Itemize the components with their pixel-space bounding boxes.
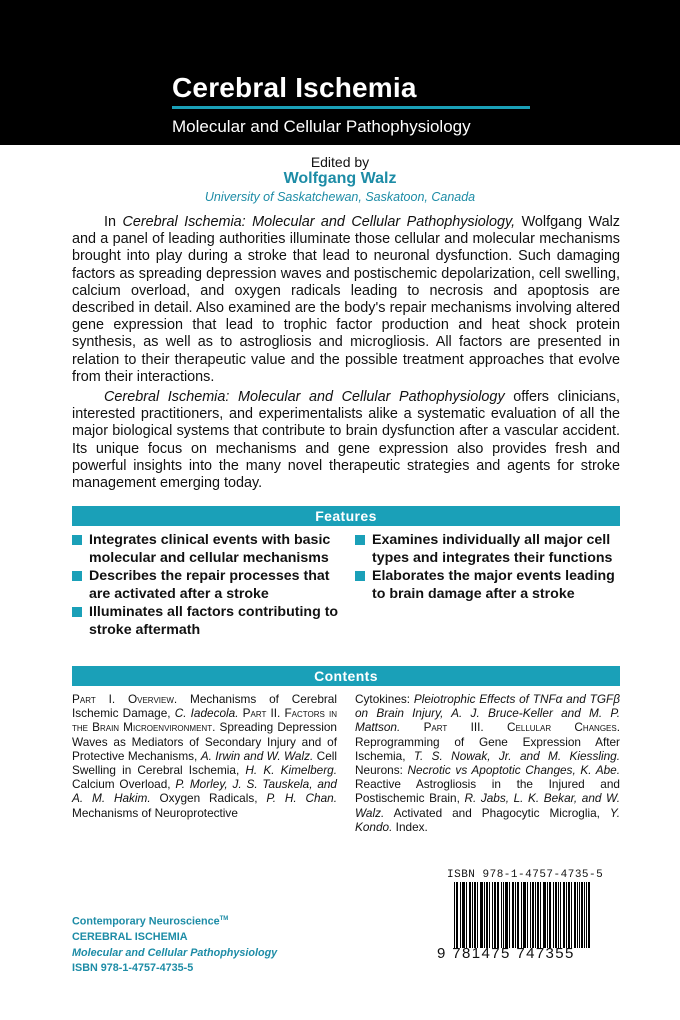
contents-text-run: H. K. Kimelberg. xyxy=(245,763,337,778)
barcode-bar xyxy=(569,882,570,948)
contents-text-run: Reactive Astrogliosis in the Injured and Postischemic Brain, xyxy=(355,777,620,806)
barcode-bar xyxy=(512,882,513,948)
barcode-bar xyxy=(517,882,518,948)
barcode-bar xyxy=(545,882,546,948)
barcode-bar xyxy=(589,882,590,948)
barcode-bar xyxy=(486,882,487,948)
contents-text-run: P. Morley, J. S. Tauskela, and A. M. Hakim. xyxy=(72,777,337,806)
barcode-bar xyxy=(463,882,464,948)
barcode-bar xyxy=(507,882,508,948)
feature-text: Describes the repair processes that are activated after a stroke xyxy=(89,568,330,602)
feature-item xyxy=(355,532,615,567)
barcode-bar xyxy=(581,882,582,948)
barcode-bar xyxy=(475,882,476,948)
barcode-bar xyxy=(538,882,539,948)
barcode-bar xyxy=(462,882,463,948)
features-heading: Features xyxy=(72,506,620,526)
barcode-bar xyxy=(456,882,457,948)
editor-affiliation: University of Saskatchewan, Saskatoon, Canada xyxy=(204,190,476,204)
book-title: Cerebral Ischemia xyxy=(172,72,417,103)
barcode-bar xyxy=(553,882,554,948)
barcode-bar xyxy=(579,882,580,948)
barcode-bar xyxy=(484,882,485,948)
barcode-bar xyxy=(487,882,488,948)
barcode-bar xyxy=(492,882,493,948)
contents-text-run: Index. xyxy=(392,819,428,834)
barcode-bar xyxy=(558,882,559,948)
edited-by-label: Edited by xyxy=(310,154,370,170)
barcode-bar xyxy=(481,882,482,948)
barcode-bar xyxy=(525,882,526,948)
barcode-bar xyxy=(497,882,498,948)
p1-book-title: Cerebral Ischemia: Molecular and Cellular Pathophysiology, xyxy=(122,214,516,230)
contents-text-run: Activated and Phagocytic Microglia, xyxy=(384,805,610,820)
feature-text: Integrates clinical events with basic molecular and cellular mechanisms xyxy=(89,532,331,566)
series-book-subtitle: Molecular and Cellular Pathophysiology xyxy=(72,946,278,959)
barcode-bar xyxy=(566,882,567,948)
contents-text-run: Necrotic vs Apoptotic Changes, K. Abe. xyxy=(407,763,620,778)
square-bullet-icon xyxy=(72,535,82,545)
features-right-column xyxy=(355,532,615,604)
contents-text-run: Cell Swelling in Cerebral Ischemia, xyxy=(72,748,337,778)
description xyxy=(72,214,620,495)
barcode-bar xyxy=(535,882,536,948)
trademark-mark: TM xyxy=(219,916,229,922)
barcode-bar xyxy=(544,882,545,948)
contents-text-run: Spreading Depression Waves as Mediators of Secondary Injury and of Protective Mechanisms, xyxy=(72,720,337,763)
contents-text-run: Reprogramming of Gene Expression After Ischemia, xyxy=(355,734,620,763)
barcode-bar xyxy=(482,882,483,948)
feature-item xyxy=(355,568,615,603)
square-bullet-icon xyxy=(355,571,365,581)
barcode-bar xyxy=(556,882,557,948)
barcode-bar xyxy=(582,882,583,948)
contents-text-run: Pleiotrophic Effects of TNFα and TGFβ on Brain Injury, A. J. Bruce-Keller and M. P. Mattson. xyxy=(355,692,620,735)
barcode-digits: 9 781475 747355 xyxy=(437,945,575,962)
p2-body: offers clinicians, interested practitioners, and experimentalists alike a systematic evaluation of all the major biological systems that contribute to brain dysfunction after a vascular accident. Its unique focus on mechanisms and gene expression also provides fresh and powerful insights into the many novel therapeutic strategies and agents for stroke management emerging today. xyxy=(72,389,620,492)
barcode-bar xyxy=(498,882,499,948)
barcode-bar xyxy=(540,882,541,948)
barcode-bar xyxy=(527,882,528,948)
book-subtitle: Molecular and Cellular Pathophysiology xyxy=(172,117,471,136)
contents-right-column xyxy=(355,692,620,834)
barcode-bar xyxy=(466,882,467,948)
barcode-bar xyxy=(533,882,534,948)
barcode-isbn-text: ISBN 978-1-4757-4735-5 xyxy=(447,869,604,881)
square-bullet-icon xyxy=(72,607,82,617)
barcode xyxy=(454,882,590,948)
barcode-bar xyxy=(477,882,478,948)
barcode-bar xyxy=(480,882,481,948)
feature-text: Examines individually all major cell types and integrates their functions xyxy=(372,532,613,566)
barcode-bar xyxy=(470,882,471,948)
barcode-bar xyxy=(489,882,490,948)
series-info xyxy=(72,912,277,977)
description-paragraph-1 xyxy=(72,214,620,386)
contents-text-run: Oxygen Radicals, xyxy=(150,791,267,806)
barcode-bar xyxy=(503,882,504,948)
barcode-bar xyxy=(532,882,533,948)
contents-text-run: Cytokines: xyxy=(355,692,414,706)
barcode-bar xyxy=(474,882,475,948)
feature-item xyxy=(72,604,340,639)
barcode-bar xyxy=(505,882,506,948)
p1-body: Wolfgang Walz and a panel of leading authorities illuminate those cellular and molecular mechanisms brought into play during a stroke that lead to neuronal dysfunction. Such damaging factors as spreading depression waves and postischemic depolarization, cell swelling, calcium overload, and oxygen radicals leading to necrosis and apoptosis are described in detail. Also examined are the body's repair mechanisms involving altered gene expression that lead to trophic factor production and heat shock protein synthesis, as well as to astrogliosis and microgliosis. All factors are presented in relation to their therapeutic value and the possible treatment approaches that evolve from their interactions. xyxy=(72,214,620,385)
barcode-bar xyxy=(550,882,551,948)
barcode-bar xyxy=(530,882,531,948)
barcode-bar xyxy=(543,882,544,948)
series-book-title: CEREBRAL ISCHEMIA xyxy=(72,931,188,944)
barcode-bar xyxy=(555,882,556,948)
title-rule xyxy=(172,106,530,109)
contents-text-run xyxy=(400,720,423,734)
barcode-bar xyxy=(506,882,507,948)
barcode-bar xyxy=(564,882,565,948)
barcode-bar xyxy=(515,882,516,948)
p1-prefix: In xyxy=(104,214,123,230)
contents-text-run: Part I. Overview. xyxy=(72,692,178,706)
barcode-bar xyxy=(454,882,455,948)
contents-text-run: T. S. Nowak, Jr. and M. Kiessling. xyxy=(413,748,620,763)
barcode-bar xyxy=(460,882,461,948)
description-paragraph-2 xyxy=(72,389,620,492)
contents-text-run: Mechanisms of Cerebral Ischemic Damage, xyxy=(72,692,337,721)
barcode-bar xyxy=(584,882,585,948)
contents-text-run: C. Iadecola. xyxy=(174,706,239,721)
barcode-bar xyxy=(575,882,576,948)
barcode-bar xyxy=(495,882,496,948)
barcode-bar xyxy=(549,882,550,948)
contents-text-run: A. Irwin and W. Walz. xyxy=(200,748,314,763)
editor-name: Wolfgang Walz xyxy=(283,170,397,187)
square-bullet-icon xyxy=(355,535,365,545)
barcode-bar xyxy=(577,882,578,948)
contents-text-run: R. Jabs, L. K. Bekar, and W. Walz. xyxy=(355,791,620,820)
series-isbn: ISBN 978-1-4757-4735-5 xyxy=(72,962,194,975)
barcode-bar xyxy=(571,882,572,948)
barcode-bar xyxy=(513,882,514,948)
barcode-bar xyxy=(560,882,561,948)
barcode-bar xyxy=(472,882,473,948)
contents-text-run: Y. Kondo. xyxy=(355,805,620,834)
p2-book-title: Cerebral Ischemia: Molecular and Cellular Pathophysiology xyxy=(104,389,505,406)
square-bullet-icon xyxy=(72,571,82,581)
contents-text-run: Part III. Cellular Changes. xyxy=(423,720,620,735)
feature-text: Illuminates all factors contributing to stroke aftermath xyxy=(89,604,339,638)
contents-text-run: P. H. Chan. xyxy=(266,791,337,806)
contents-heading: Contents xyxy=(72,666,620,686)
feature-text: Elaborates the major events leading to brain damage after a stroke xyxy=(372,568,615,602)
contents-text-run: Neurons: xyxy=(355,763,408,778)
barcode-bar xyxy=(588,882,589,948)
contents-text-run: Part II. Factors in the Brain Microenvironment. xyxy=(72,706,337,735)
barcode-bar xyxy=(494,882,495,948)
barcode-bar xyxy=(509,882,510,948)
series-name-line xyxy=(72,912,277,930)
barcode-bar xyxy=(501,882,502,948)
barcode-bar xyxy=(568,882,569,948)
contents-left-column xyxy=(72,692,337,820)
barcode-bar xyxy=(521,882,522,948)
barcode-bar xyxy=(563,882,564,948)
contents-text-run: Mechanisms of Neuroprotective xyxy=(72,805,238,820)
barcode-bar xyxy=(523,882,524,948)
barcode-bar xyxy=(547,882,548,948)
feature-item xyxy=(72,568,340,603)
barcode-bar xyxy=(537,882,538,948)
series-name: Contemporary Neuroscience xyxy=(72,915,220,928)
barcode-bar xyxy=(524,882,525,948)
feature-item xyxy=(72,532,340,567)
barcode-bar xyxy=(574,882,575,948)
barcode-bar xyxy=(464,882,465,948)
features-left-column xyxy=(72,532,340,640)
barcode-bar xyxy=(518,882,519,948)
contents-text-run: Calcium Overload, xyxy=(72,777,176,792)
barcode-bar xyxy=(586,882,587,948)
barcode-bar xyxy=(457,882,458,948)
barcode-bar xyxy=(469,882,470,948)
